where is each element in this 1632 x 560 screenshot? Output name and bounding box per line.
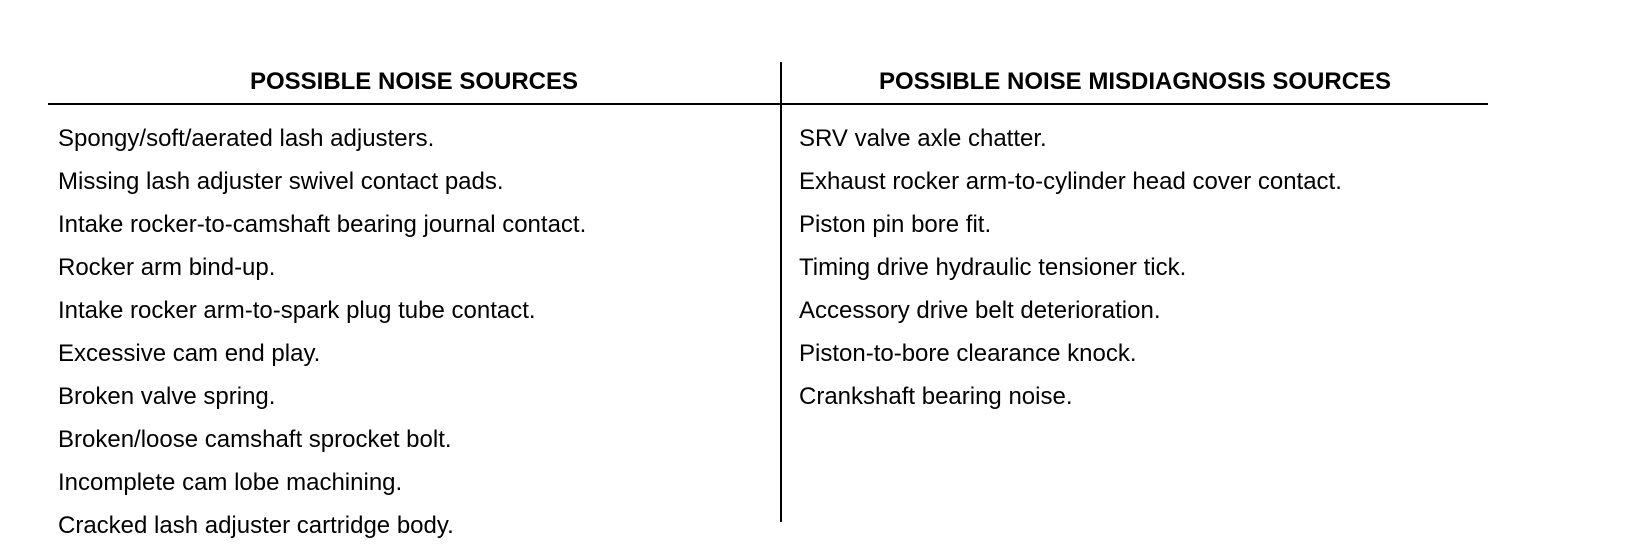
noise-sources-list [58,117,758,547]
list-item: Intake rocker arm-to-spark plug tube contact. [58,297,536,324]
list-item: Intake rocker-to-camshaft bearing journal contact. [58,211,587,238]
noise-sources-table [48,0,1488,560]
list-item: SRV valve axle chatter. [799,125,1047,152]
list-item: Timing drive hydraulic tensioner tick. [799,254,1187,281]
list-item: Broken/loose camshaft sprocket bolt. [58,426,452,453]
list-item: Incomplete cam lobe machining. [58,469,403,496]
column-divider [780,62,782,522]
list-item: Piston-to-bore clearance knock. [799,340,1137,367]
list-item: Missing lash adjuster swivel contact pads. [58,168,504,195]
list-item: Broken valve spring. [58,383,276,410]
list-item: Crankshaft bearing noise. [799,383,1073,410]
column-header-noise-sources: POSSIBLE NOISE SOURCES [249,68,579,95]
misdiagnosis-sources-list [799,117,1479,418]
list-item: Excessive cam end play. [58,340,321,367]
list-item: Cracked lash adjuster cartridge body. [58,512,454,539]
list-item: Rocker arm bind-up. [58,254,276,281]
list-item: Spongy/soft/aerated lash adjusters. [58,125,435,152]
list-item: Exhaust rocker arm-to-cylinder head cover contact. [799,168,1342,195]
header-underline [48,103,1488,105]
list-item: Piston pin bore fit. [799,211,992,238]
column-header-misdiagnosis-sources: POSSIBLE NOISE MISDIAGNOSIS SOURCES [878,68,1392,95]
list-item: Accessory drive belt deterioration. [799,297,1161,324]
